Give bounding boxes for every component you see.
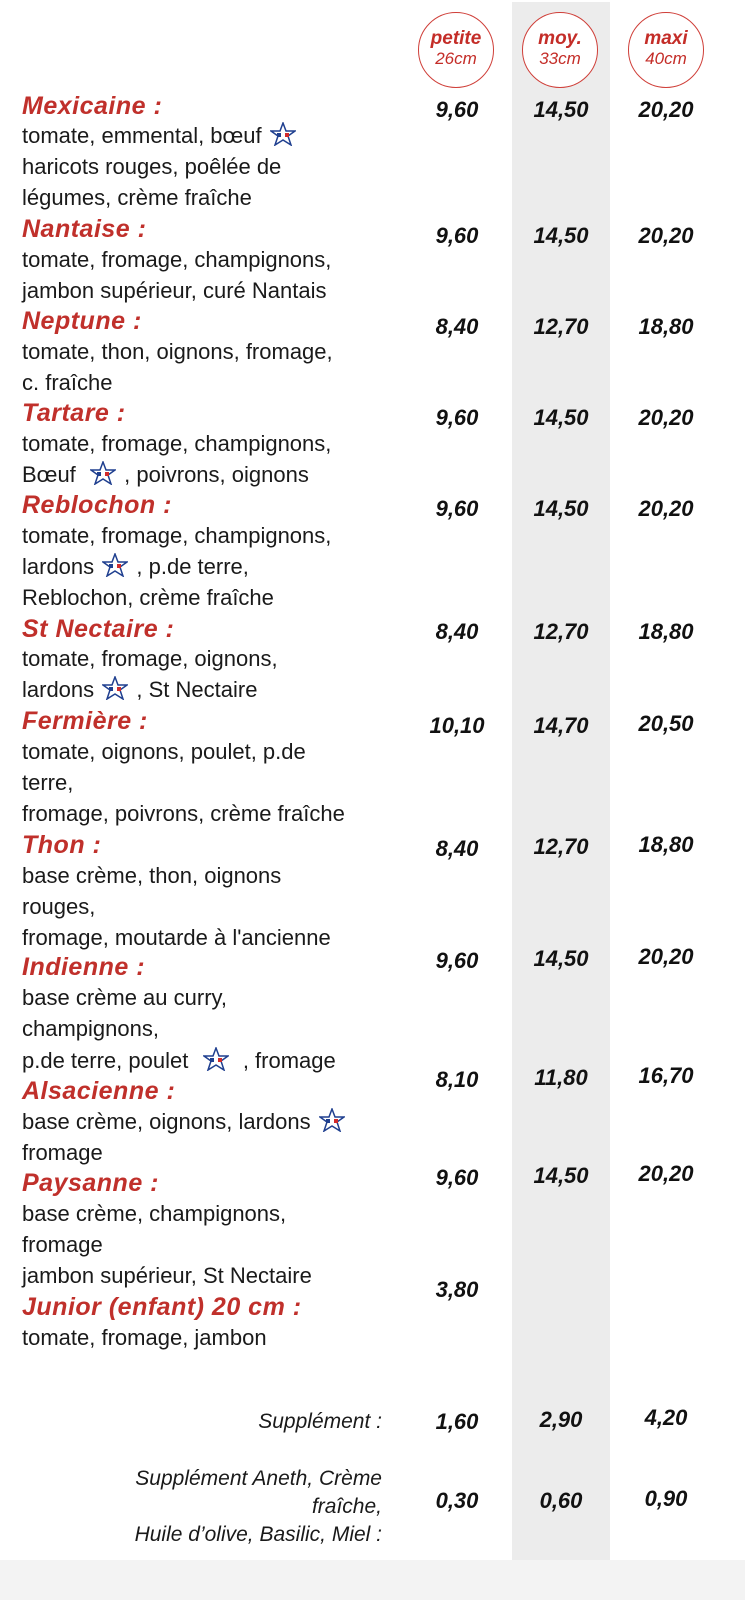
pizza-desc-line: tomate, oignons, poulet, p.de [22,739,306,764]
pizza-desc-line: légumes, crème fraîche [22,185,252,210]
pizza-name-indienne: Indienne : [22,953,146,981]
pizza-desc-line: fromage [22,1232,103,1257]
size-dimension: 26cm [435,49,477,68]
pizza-desc-line: tomate, fromage, champignons, [22,431,332,456]
supplement-price-moy: 2,90 [539,1407,583,1432]
price-petite: 3,80 [435,1277,479,1302]
french-origin-badge-icon [102,676,128,700]
size-dimension: 33cm [539,49,581,68]
price-maxi: 20,20 [638,1161,694,1186]
supplement-extra-label: fraîche, [311,1495,382,1518]
pizza-desc-line: tomate, fromage, champignons, [22,523,332,548]
price-petite: 10,10 [429,713,485,738]
pizza-name-alsacienne: Alsacienne : [22,1077,176,1105]
price-moy: 14,50 [533,1163,589,1188]
french-origin-badge-icon [90,461,116,485]
french-origin-badge-icon [102,553,128,577]
pizza-desc-line: Bœuf , poivrons, oignons [22,462,309,487]
price-maxi: 18,80 [638,314,694,339]
supplement-price-maxi: 0,90 [644,1486,688,1511]
size-header-maxi [628,12,704,88]
pizza-name-fermiere: Fermière : [22,707,148,735]
pizza-name-junior: Junior (enfant) 20 cm : [22,1293,302,1321]
price-moy: 14,50 [533,496,589,521]
price-maxi: 20,20 [638,944,694,969]
price-moy: 14,50 [533,97,589,122]
price-moy: 11,80 [534,1065,588,1090]
price-moy: 14,50 [533,223,589,248]
pizza-desc-line: jambon supérieur, St Nectaire [22,1263,312,1288]
supplement-price-petite: 1,60 [435,1409,479,1434]
pizza-desc-line: Reblochon, crème fraîche [22,585,274,610]
price-moy: 12,70 [533,619,589,644]
pizza-desc-line: rouges, [22,894,96,919]
supplement-label: Supplément : [258,1410,382,1433]
price-petite: 9,60 [435,405,479,430]
price-moy: 14,70 [533,713,589,738]
supplement-price-maxi: 4,20 [644,1405,688,1430]
supplement-price-petite: 0,30 [435,1488,479,1513]
pizza-name-tartare: Tartare : [22,399,126,427]
pizza-name-neptune: Neptune : [22,307,142,335]
supplement-price-moy: 0,60 [539,1488,583,1513]
price-petite: 9,60 [435,223,479,248]
price-petite: 9,60 [435,496,479,521]
pizza-desc-line: base crème, thon, oignons [22,863,282,888]
french-origin-badge-icon [270,122,296,146]
price-maxi: 20,20 [638,496,694,521]
pizza-desc-line: terre, [22,770,74,795]
supplement-extra-label: Huile d’olive, Basilic, Miel : [134,1523,382,1546]
pizza-desc-line: champignons, [22,1016,159,1041]
pizza-desc-line: p.de terre, poulet , fromage [22,1048,336,1073]
french-origin-badge-icon [203,1047,229,1071]
size-name: maxi [644,28,688,49]
pizza-desc-line: fromage [22,1140,103,1165]
price-petite: 9,60 [435,1165,479,1190]
bottom-strip [0,1560,745,1600]
pizza-desc-line: fromage, poivrons, crème fraîche [22,801,345,826]
price-maxi: 20,20 [638,223,694,248]
pizza-name-st-nectaire: St Nectaire : [22,615,175,643]
price-petite: 8,10 [435,1067,479,1092]
pizza-desc-line: tomate, fromage, champignons, [22,247,332,272]
price-petite: 9,60 [435,97,479,122]
pizza-desc-line: tomate, emmental, bœuf [22,120,298,151]
size-dimension: 40cm [645,49,687,68]
price-moy: 14,50 [533,946,589,971]
pizza-desc-line: haricots rouges, poêlée de [22,154,282,179]
price-petite: 8,40 [435,836,479,861]
pizza-name-thon: Thon : [22,831,102,859]
pizza-desc-line: base crème, oignons, lardons [22,1106,347,1137]
price-moy: 12,70 [533,834,589,859]
pizza-name-mexicaine: Mexicaine : [22,92,163,120]
price-petite: 8,40 [435,314,479,339]
pizza-desc-line: tomate, thon, oignons, fromage, [22,339,333,364]
size-name: moy. [538,28,582,49]
pizza-desc-line: lardons , p.de terre, [22,554,249,579]
pizza-name-paysanne: Paysanne : [22,1169,160,1197]
pizza-desc-line: base crème au curry, [22,985,228,1010]
price-moy: 12,70 [533,314,589,339]
pizza-desc-line: lardons , St Nectaire [22,677,258,702]
pizza-desc-line: tomate, fromage, oignons, [22,646,278,671]
pizza-desc-line: c. fraîche [22,370,113,395]
price-maxi: 20,20 [638,405,694,430]
size-header-moy [522,12,598,88]
french-origin-badge-icon [319,1108,345,1132]
price-moy: 14,50 [533,405,589,430]
price-maxi: 18,80 [638,619,694,644]
price-petite: 8,40 [435,619,479,644]
price-maxi: 20,20 [638,97,694,122]
pizza-desc-line: fromage, moutarde à l'ancienne [22,925,331,950]
pizza-desc-line: base crème, champignons, [22,1201,287,1226]
price-maxi: 18,80 [638,832,694,857]
pizza-name-reblochon: Reblochon : [22,491,172,519]
supplement-extra-label: Supplément Aneth, Crème [135,1467,382,1490]
pizza-desc-line: jambon supérieur, curé Nantais [22,278,327,303]
size-name: petite [430,28,482,49]
price-petite: 9,60 [435,948,479,973]
size-header-petite [418,12,494,88]
pizza-desc-line: tomate, fromage, jambon [22,1325,267,1350]
price-maxi: 16,70 [638,1063,694,1088]
pizza-name-nantaise: Nantaise : [22,215,147,243]
price-maxi: 20,50 [638,711,694,736]
